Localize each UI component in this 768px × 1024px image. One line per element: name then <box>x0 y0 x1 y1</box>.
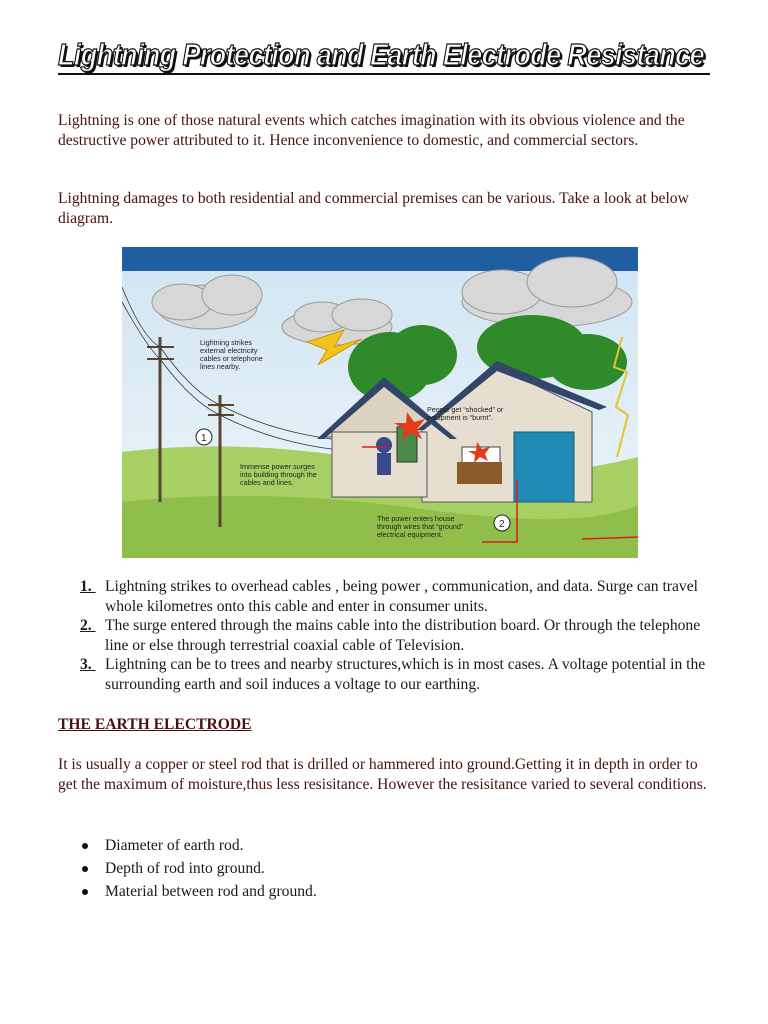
resistance-conditions-list <box>80 834 317 903</box>
earth-electrode-paragraph: It is usually a copper or steel rod that is drilled or hammered into ground.Getting it in depth in order to get the maximum of moisture,thus less resisitance. However the resisitance varied to several conditions. <box>58 756 707 793</box>
list-text: Lightning strikes to overhead cables , being power , communication, and data. Surge can travel whole kilometres onto this cable and enter in consumer units. <box>105 578 698 615</box>
svg-text:cables or telephone: cables or telephone <box>200 354 263 363</box>
svg-text:1: 1 <box>201 433 207 444</box>
lightning-damage-diagram <box>122 247 638 558</box>
svg-text:The power enters house: The power enters house <box>377 514 455 523</box>
list-item <box>80 655 720 694</box>
svg-text:Lightning strikes: Lightning strikes <box>200 338 252 347</box>
svg-text:lines nearby.: lines nearby. <box>200 362 241 371</box>
document-title: Lightning Protection and Earth Electrode Resistance <box>58 38 705 72</box>
list-number: 1. <box>80 578 96 595</box>
list-item <box>80 616 720 655</box>
svg-text:2: 2 <box>499 519 505 530</box>
svg-text:external electricity: external electricity <box>200 346 258 355</box>
earth-electrode-heading: THE EARTH ELECTRODE <box>58 716 252 733</box>
damages-paragraph: Lightning damages to both residential and commercial premises can be various. Take a look at below diagram. <box>58 190 689 227</box>
marker-2 <box>494 515 510 531</box>
svg-text:into building through the: into building through the <box>240 470 317 479</box>
list-item <box>80 577 720 616</box>
svg-text:cables and lines.: cables and lines. <box>240 478 294 487</box>
svg-text:People get “shocked” or: People get “shocked” or <box>427 405 504 414</box>
svg-text:electrical equipment.: electrical equipment. <box>377 530 443 539</box>
marker-1 <box>196 429 212 445</box>
svg-text:Immense power surges: Immense power surges <box>240 462 315 471</box>
list-text: Lightning can be to trees and nearby structures,which is in most cases. A voltage potential in the surrounding earth and soil induces a voltage to our earthing. <box>105 656 706 693</box>
diagram-illustration <box>122 247 638 558</box>
list-item: Material between rod and ground. <box>80 880 317 903</box>
list-item: Depth of rod into ground. <box>80 857 317 880</box>
list-number: 2. <box>80 617 96 634</box>
damage-paths-list <box>80 577 720 694</box>
intro-paragraph: Lightning is one of those natural events which catches imagination with its obvious violence and the destructive power attributed to it. Hence inconvenience to domestic, and commercial sectors. <box>58 112 685 149</box>
label-people-shocked <box>427 405 504 422</box>
garage-door <box>514 432 574 502</box>
svg-text:equipment is “burnt”.: equipment is “burnt”. <box>427 413 493 422</box>
list-number: 3. <box>80 656 96 673</box>
bullet-icon <box>82 866 88 872</box>
bullet-icon <box>82 889 88 895</box>
list-text: The surge entered through the mains cable into the distribution board. Or through the telephone line or else through terrestrial coaxial cable of Television. <box>105 617 701 654</box>
list-item: Diameter of earth rod. <box>80 834 317 857</box>
bullet-icon <box>82 843 88 849</box>
svg-text:through wires that “ground”: through wires that “ground” <box>377 522 464 531</box>
title-underline <box>58 73 710 75</box>
